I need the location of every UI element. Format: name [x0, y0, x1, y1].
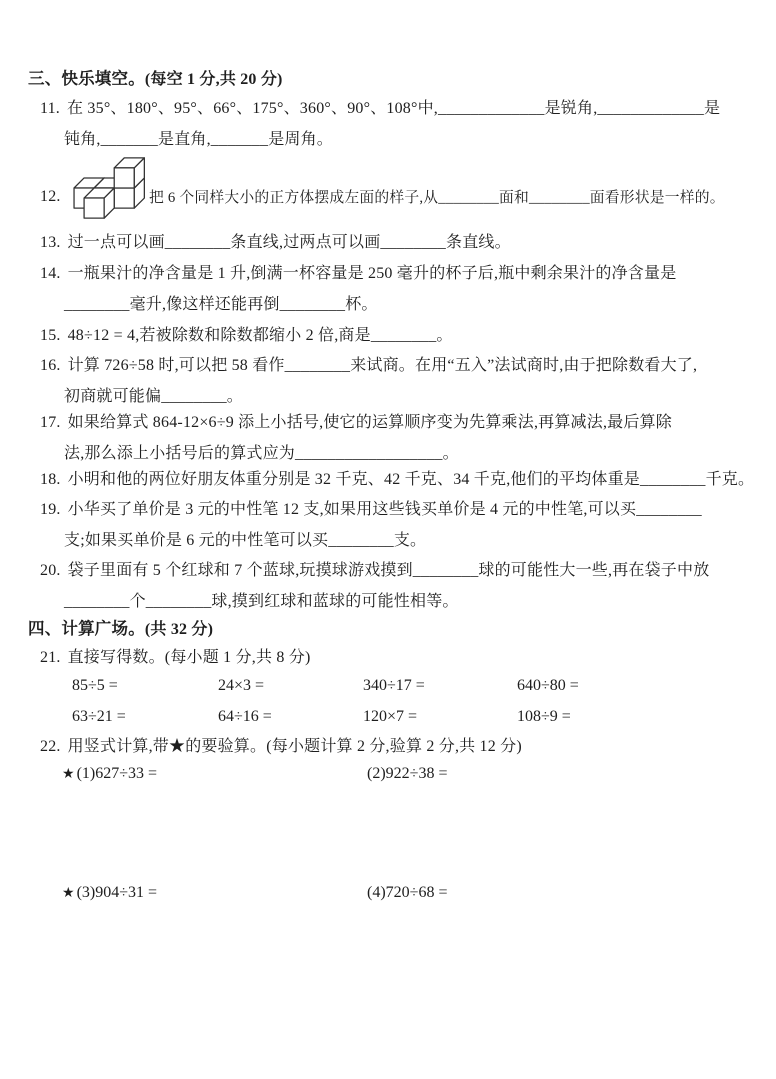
question-18-line-1	[40, 469, 754, 491]
question-11-text-2: 钝角,_______是直角,_______是周角。	[64, 131, 334, 148]
question-20-number: 20.	[40, 562, 61, 579]
problem-2-label: (2)	[367, 765, 386, 782]
problem-4-expression: 720÷68 =	[385, 884, 448, 901]
question-21-instruction-line	[40, 647, 310, 669]
question-11-number: 11.	[40, 100, 61, 117]
oral-calc-expression: 85÷5 =	[72, 677, 118, 694]
problem-3-expression: 904÷31 =	[95, 884, 158, 901]
question-13-text-1: 过一点可以画________条直线,过两点可以画________条直线。	[67, 234, 511, 251]
question-20-text-1: 袋子里面有 5 个红球和 7 个蓝球,玩摸球游戏摸到________球的可能性大一些,再在袋子中放	[67, 562, 710, 579]
section-fill-score-note: (每空 1 分,共 20 分)	[144, 71, 283, 88]
question-17-line-1	[40, 412, 672, 434]
question-19-number: 19.	[40, 501, 61, 518]
oral-calc-expression: 340÷17 =	[363, 677, 425, 694]
question-18-number: 18.	[40, 471, 61, 488]
question-21-instruction: 直接写得数。(每小题 1 分,共 8 分)	[67, 649, 311, 666]
question-21-number: 21.	[40, 649, 61, 666]
question-12-text-1: 把 6 个同样大小的正方体摆成左面的样子,从________面和________面看形状是一样的。	[149, 190, 725, 206]
question-15-text-1: 48÷12 = 4,若被除数和除数都缩小 2 倍,商是________。	[67, 327, 453, 344]
question-20-line-1	[40, 560, 709, 582]
star-icon: ★	[62, 886, 75, 901]
problem-2-expression: 922÷38 =	[385, 765, 448, 782]
question-16-line-2	[64, 386, 243, 408]
question-19-text-2: 支;如果买单价是 6 元的中性笔可以买________支。	[64, 532, 427, 549]
question-13-number: 13.	[40, 234, 61, 251]
question-18-text-1: 小明和他的两位好朋友体重分别是 32 千克、42 千克、34 千克,他们的平均体重是________千克。	[67, 471, 755, 488]
section-calc-heading	[28, 618, 213, 641]
section-fill-title: 三、快乐填空。	[28, 70, 145, 88]
question-19-line-2	[64, 530, 426, 552]
oral-calc-expression: 63÷21 =	[72, 708, 126, 725]
oral-calc-expression: 120×7 =	[363, 708, 418, 725]
question-17-text-1: 如果给算式 864-12×6÷9 添上小括号,使它的运算顺序变为先算乘法,再算减法,最后算除	[67, 414, 672, 431]
question-11-line-2	[64, 129, 333, 151]
question-14-line-2	[64, 294, 378, 316]
problem-3-label: (3)	[76, 884, 96, 901]
question-20-line-2	[64, 591, 459, 613]
vertical-calc-problem-3	[62, 884, 157, 902]
section-fill-heading	[28, 68, 283, 91]
question-15-number: 15.	[40, 327, 61, 344]
question-16-text-2: 初商就可能偏________。	[64, 388, 244, 405]
oral-calc-expression: 108÷9 =	[517, 708, 571, 725]
vertical-calc-problem-2	[365, 765, 447, 783]
oral-calc-expression: 640÷80 =	[517, 677, 579, 694]
problem-1-expression: 627÷33 =	[95, 765, 158, 782]
question-17-line-2	[64, 443, 459, 465]
question-22-instruction-line	[40, 736, 522, 758]
question-20-text-2: ________个________球,摸到红球和蓝球的可能性相等。	[64, 593, 459, 610]
section-calc-title: 四、计算广场。	[28, 620, 145, 638]
question-19-line-1	[40, 499, 702, 521]
question-12-line-1	[149, 187, 725, 209]
oral-calc-expression: 64÷16 =	[218, 708, 272, 725]
oral-calc-expression: 24×3 =	[218, 677, 265, 694]
question-17-number: 17.	[40, 414, 61, 431]
star-icon: ★	[62, 767, 75, 782]
question-14-text-1: 一瓶果汁的净含量是 1 升,倒满一杯容量是 250 毫升的杯子后,瓶中剩余果汁的净含量是	[67, 265, 677, 282]
question-17-text-2: 法,那么添上小括号后的算式应为__________________。	[64, 445, 459, 462]
six-cubes-isometric-image	[64, 155, 148, 221]
vertical-calc-problem-4	[365, 884, 447, 902]
question-11-line-1	[40, 98, 720, 120]
problem-1-label: (1)	[76, 765, 96, 782]
question-14-text-2: ________毫升,像这样还能再倒________杯。	[64, 296, 378, 313]
question-13-line-1	[40, 232, 511, 254]
question-15-line-1	[40, 325, 453, 347]
question-12-number: 12.	[40, 188, 61, 205]
cubes-figure	[64, 155, 148, 221]
question-16-text-1: 计算 726÷58 时,可以把 58 看作________来试商。在用“五入”法试商时,由于把除数看大了,	[67, 357, 698, 374]
question-16-number: 16.	[40, 357, 61, 374]
section-calc-score-note: (共 32 分)	[144, 621, 214, 638]
question-22-instruction: 用竖式计算,带★的要验算。(每小题计算 2 分,验算 2 分,共 12 分)	[67, 738, 522, 755]
question-14-line-1	[40, 263, 676, 285]
problem-4-label: (4)	[367, 884, 386, 901]
question-11-text-1: 在 35°、180°、95°、66°、175°、360°、90°、108°中,_____________是锐角,_____________是	[67, 100, 721, 117]
question-19-text-1: 小华买了单价是 3 元的中性笔 12 支,如果用这些钱买单价是 4 元的中性笔,可以买________	[67, 501, 702, 518]
question-16-line-1	[40, 355, 697, 377]
vertical-calc-problem-1	[62, 765, 157, 783]
question-22-number: 22.	[40, 738, 61, 755]
question-14-number: 14.	[40, 265, 61, 282]
